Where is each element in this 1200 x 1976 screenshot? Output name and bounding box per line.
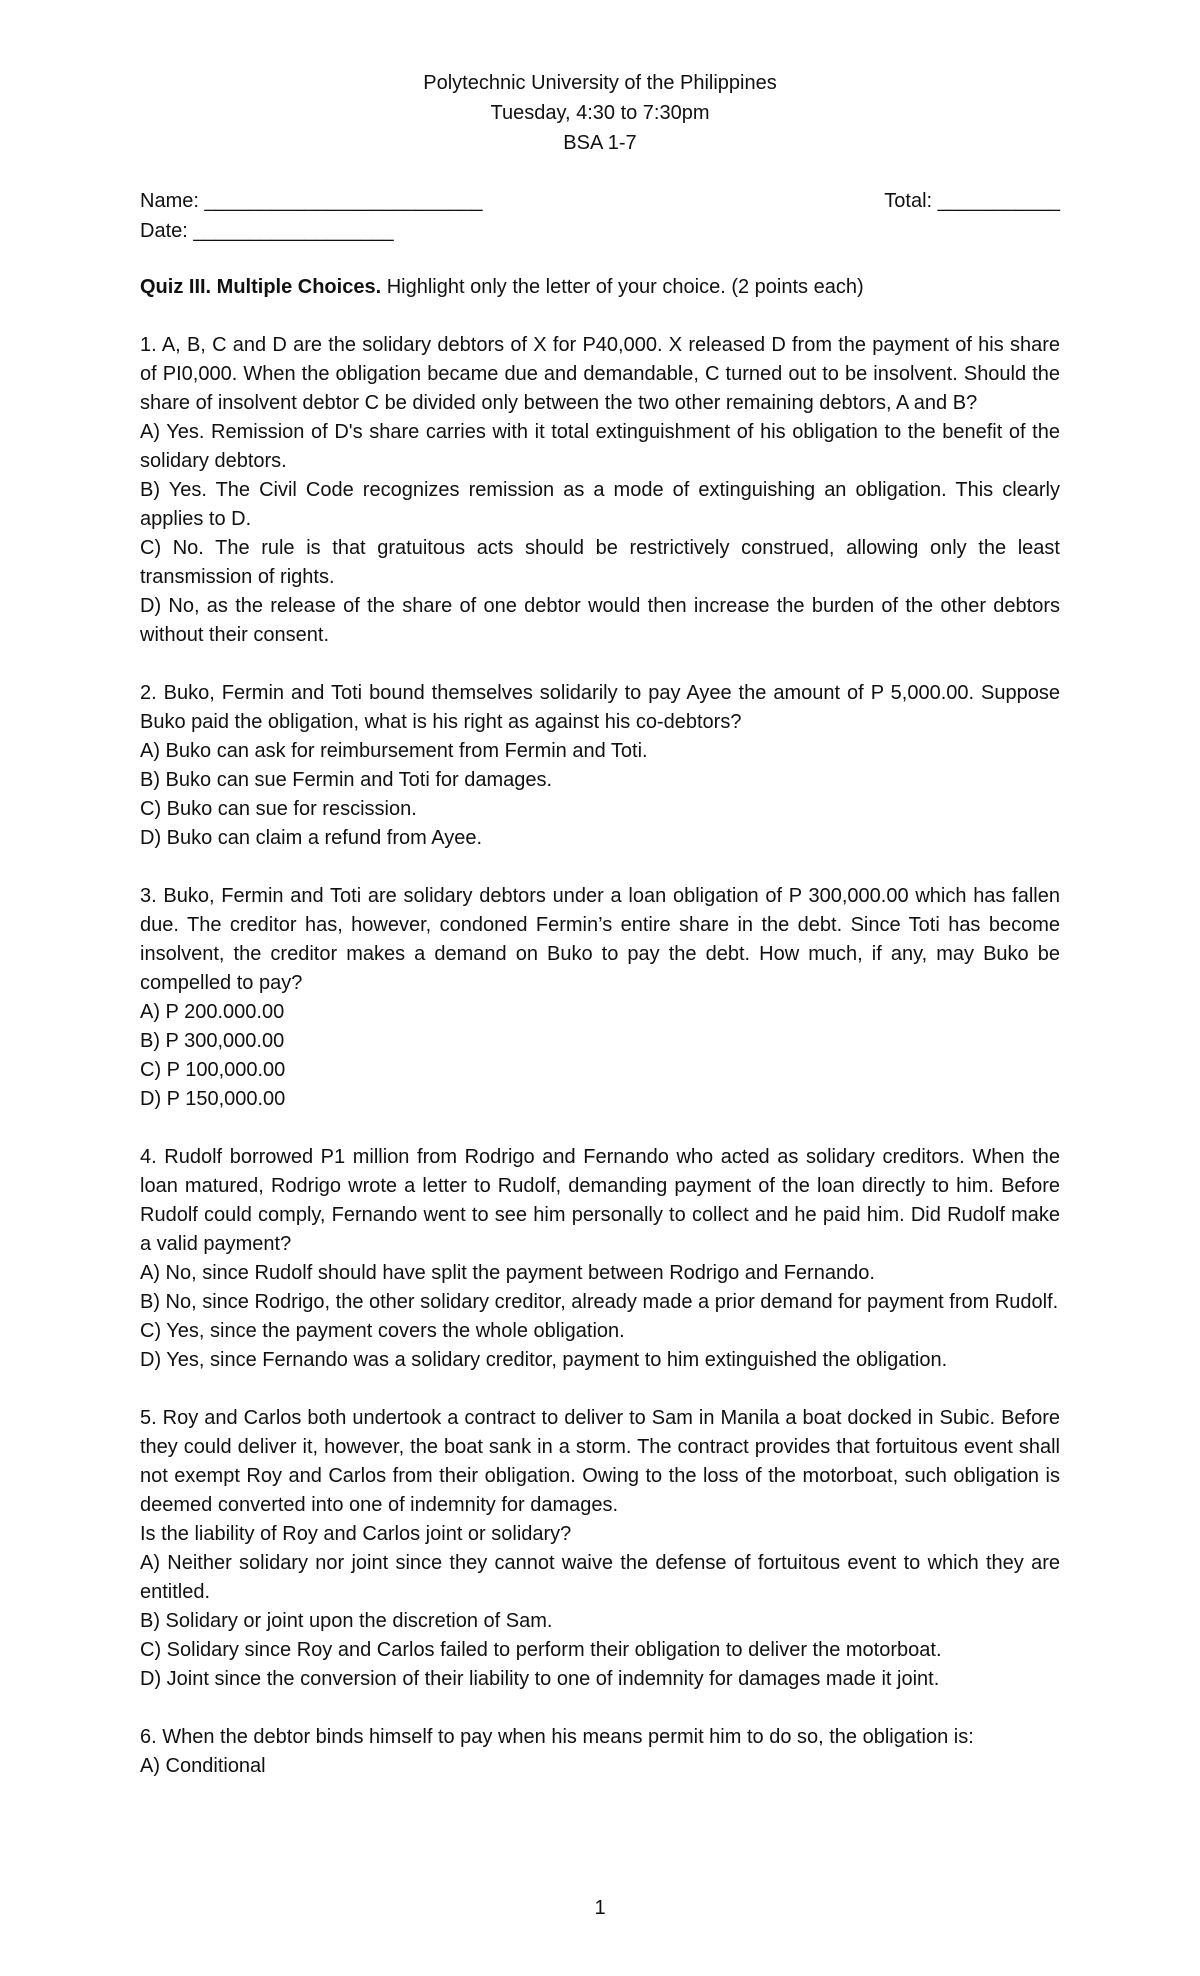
option-c[interactable]: C) Buko can sue for rescission. <box>140 798 417 820</box>
option-c[interactable]: C) Solidary since Roy and Carlos failed to perform their obligation to deliver the motorboat. <box>140 1639 942 1661</box>
option-b[interactable]: B) P 300,000.00 <box>140 1030 285 1052</box>
option-a[interactable]: A) P 200.000.00 <box>140 1001 285 1023</box>
class-section: BSA 1-7 <box>563 132 637 154</box>
option-c[interactable]: C) Yes, since the payment covers the whole obligation. <box>140 1320 625 1342</box>
option-a[interactable]: A) Buko can ask for reimbursement from Fermin and Toti. <box>140 740 648 762</box>
name-total-row <box>140 186 1060 216</box>
option-c[interactable]: C) P 100,000.00 <box>140 1059 286 1081</box>
question-stem: 6. When the debtor binds himself to pay when his means permit him to do so, the obligation is: <box>140 1726 974 1748</box>
option-a[interactable]: A) No, since Rudolf should have split the payment between Rodrigo and Fernando. <box>140 1262 875 1284</box>
question-stem: 1. A, B, C and D are the solidary debtors of X for P40,000. X released D from the payment of his share of PI0,000. When the obligation became due and demandable, C turned out to be insolvent. Should the share of insolvent debtor C be divided only between the two other remaining debtors, A and B? <box>140 334 1060 414</box>
option-d[interactable]: D) P 150,000.00 <box>140 1088 286 1110</box>
option-a[interactable]: A) Yes. Remission of D's share carries with it total extinguishment of his obligation to the benefit of the solidary debtors. <box>140 421 1060 472</box>
option-b[interactable]: B) Buko can sue Fermin and Toti for damages. <box>140 769 553 791</box>
date-row <box>140 216 1060 246</box>
name-field[interactable]: Name: _________________________ <box>140 190 483 212</box>
question-2 <box>140 679 1060 853</box>
question-5 <box>140 1404 1060 1694</box>
option-d[interactable]: D) Yes, since Fernando was a solidary creditor, payment to him extinguished the obligation. <box>140 1349 948 1371</box>
option-d[interactable]: D) Joint since the conversion of their liability to one of indemnity for damages made it joint. <box>140 1668 940 1690</box>
question-stem: 4. Rudolf borrowed P1 million from Rodrigo and Fernando who acted as solidary creditors. When the loan matured, Rodrigo wrote a letter to Rudolf, demanding payment of the loan directly to him. Before Rudolf could comply, Fernando went to see him personally to collect and he paid him. Did Rudolf make a valid payment? <box>140 1146 1060 1255</box>
question-stem: 5. Roy and Carlos both undertook a contract to deliver to Sam in Manila a boat docked in Subic. Before they could deliver it, however, the boat sank in a storm. The contract provides that fortuitous event shall not exempt Roy and Carlos from their obligation. Owing to the loss of the motorboat, such obligation is deemed converted into one of indemnity for damages. <box>140 1407 1060 1516</box>
question-sub-stem: Is the liability of Roy and Carlos joint or solidary? <box>140 1523 572 1545</box>
question-4 <box>140 1143 1060 1375</box>
question-3 <box>140 882 1060 1114</box>
date-field[interactable]: Date: __________________ <box>140 220 394 242</box>
option-b[interactable]: B) No, since Rodrigo, the other solidary creditor, already made a prior demand for payment from Rudolf. <box>140 1291 1059 1313</box>
quiz-instructions <box>140 273 1060 302</box>
university-name: Polytechnic University of the Philippines <box>423 72 777 94</box>
option-b[interactable]: B) Solidary or joint upon the discretion of Sam. <box>140 1610 553 1632</box>
option-a[interactable]: A) Neither solidary nor joint since they cannot waive the defense of fortuitous event to which they are entitled. <box>140 1552 1060 1603</box>
document-header <box>0 68 1200 158</box>
page-number: 1 <box>594 1897 606 1919</box>
option-a[interactable]: A) Conditional <box>140 1755 266 1777</box>
option-b[interactable]: B) Yes. The Civil Code recognizes remission as a mode of extinguishing an obligation. This clearly applies to D. <box>140 479 1060 530</box>
class-schedule: Tuesday, 4:30 to 7:30pm <box>490 102 710 124</box>
question-6 <box>140 1723 1060 1781</box>
quiz-content <box>140 273 1060 1810</box>
question-stem: 2. Buko, Fermin and Toti bound themselves solidarily to pay Ayee the amount of P 5,000.00. Suppose Buko paid the obligation, what is his right as against his co-debtors? <box>140 682 1060 733</box>
total-field[interactable]: Total: ___________ <box>884 190 1060 212</box>
quiz-instruction-text: Highlight only the letter of your choice. (2 points each) <box>381 276 864 298</box>
option-c[interactable]: C) No. The rule is that gratuitous acts should be restrictively construed, allowing only the least transmission of rights. <box>140 537 1060 588</box>
question-stem: 3. Buko, Fermin and Toti are solidary debtors under a loan obligation of P 300,000.00 which has fallen due. The creditor has, however, condoned Fermin’s entire share in the debt. Since Toti has become insolvent, the creditor makes a demand on Buko to pay the debt. How much, if any, may Buko be compelled to pay? <box>140 885 1060 994</box>
option-d[interactable]: D) Buko can claim a refund from Ayee. <box>140 827 483 849</box>
question-1 <box>140 331 1060 650</box>
quiz-title: Quiz III. Multiple Choices. <box>140 276 382 298</box>
option-d[interactable]: D) No, as the release of the share of one debtor would then increase the burden of the other debtors without their consent. <box>140 595 1060 646</box>
